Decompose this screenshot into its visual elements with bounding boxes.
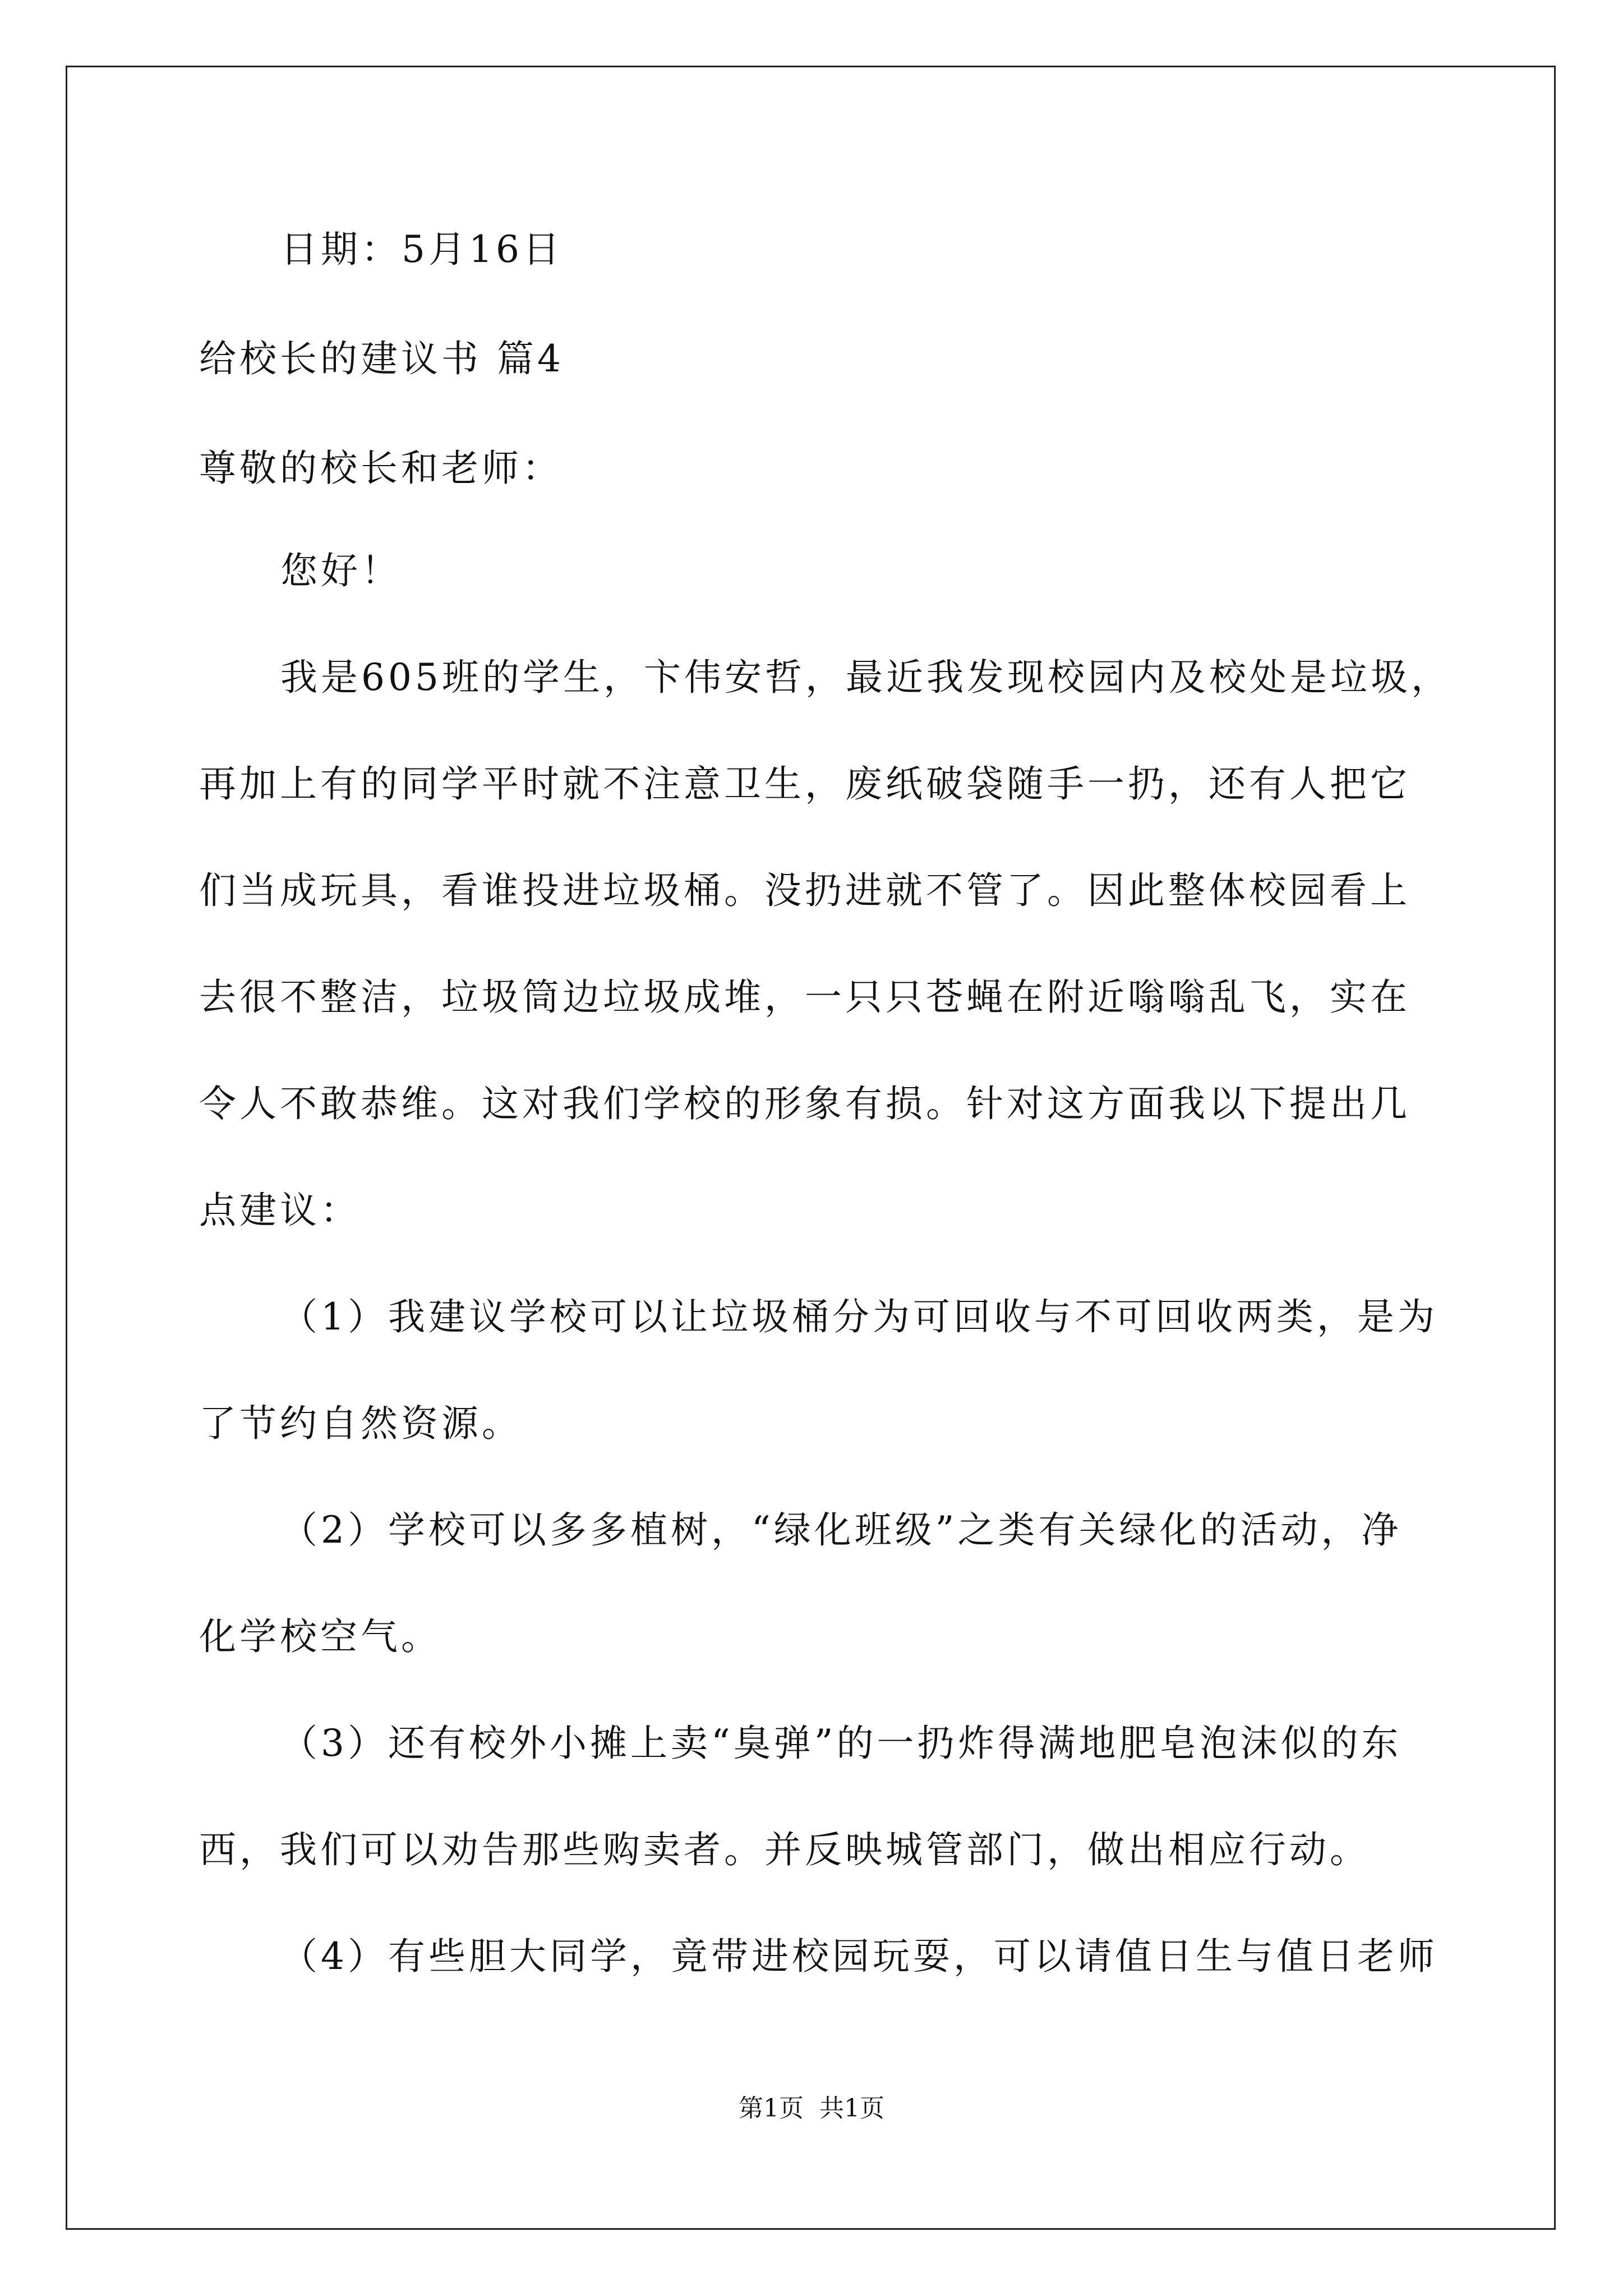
page-border xyxy=(66,66,1556,2230)
paragraph-line: 再加上有的同学平时就不注意卫生，废纸破袋随手一扔，还有人把它 xyxy=(199,762,1410,806)
paragraph-line: 去很不整洁，垃圾筒边垃圾成堆，一只只苍蝇在附近嗡嗡乱飞，实在 xyxy=(199,976,1410,1019)
paragraph-line: 令人不敢恭维。这对我们学校的形象有损。针对这方面我以下提出几 xyxy=(199,1082,1410,1125)
greeting: 您好！ xyxy=(280,549,402,592)
paragraph-line: 们当成玩具，看谁投进垃圾桶。没扔进就不管了。因此整体校园看上 xyxy=(199,869,1410,912)
suggestion-line: 化学校空气。 xyxy=(199,1615,441,1658)
date-line: 日期：5月16日 xyxy=(280,228,563,271)
document-title: 给校长的建议书 篇4 xyxy=(199,337,564,380)
suggestion-line: （1）我建议学校可以让垃圾桶分为可回收与不可回收两类，是为 xyxy=(280,1295,1438,1338)
paragraph-line: 我是605班的学生，卞伟安哲，最近我发现校园内及校处是垃圾， xyxy=(280,656,1451,699)
suggestion-line: （3）还有校外小摊上卖“臭弹”的一扔炸得满地肥皂泡沫似的东 xyxy=(280,1722,1402,1765)
suggestion-line: 西，我们可以劝告那些购卖者。并反映城管部门，做出相应行动。 xyxy=(199,1828,1370,1871)
suggestion-line: （4）有些胆大同学，竟带进校园玩耍，可以请值日生与值日老师 xyxy=(280,1935,1438,1978)
paragraph-line: 点建议： xyxy=(199,1189,361,1232)
suggestion-line: （2）学校可以多多植树，“绿化班级”之类有关绿化的活动，净 xyxy=(280,1508,1402,1552)
salutation: 尊敬的校长和老师： xyxy=(199,447,562,490)
suggestion-line: 了节约自然资源。 xyxy=(199,1402,522,1445)
page-number-footer: 第1页 共1页 xyxy=(739,2094,884,2123)
